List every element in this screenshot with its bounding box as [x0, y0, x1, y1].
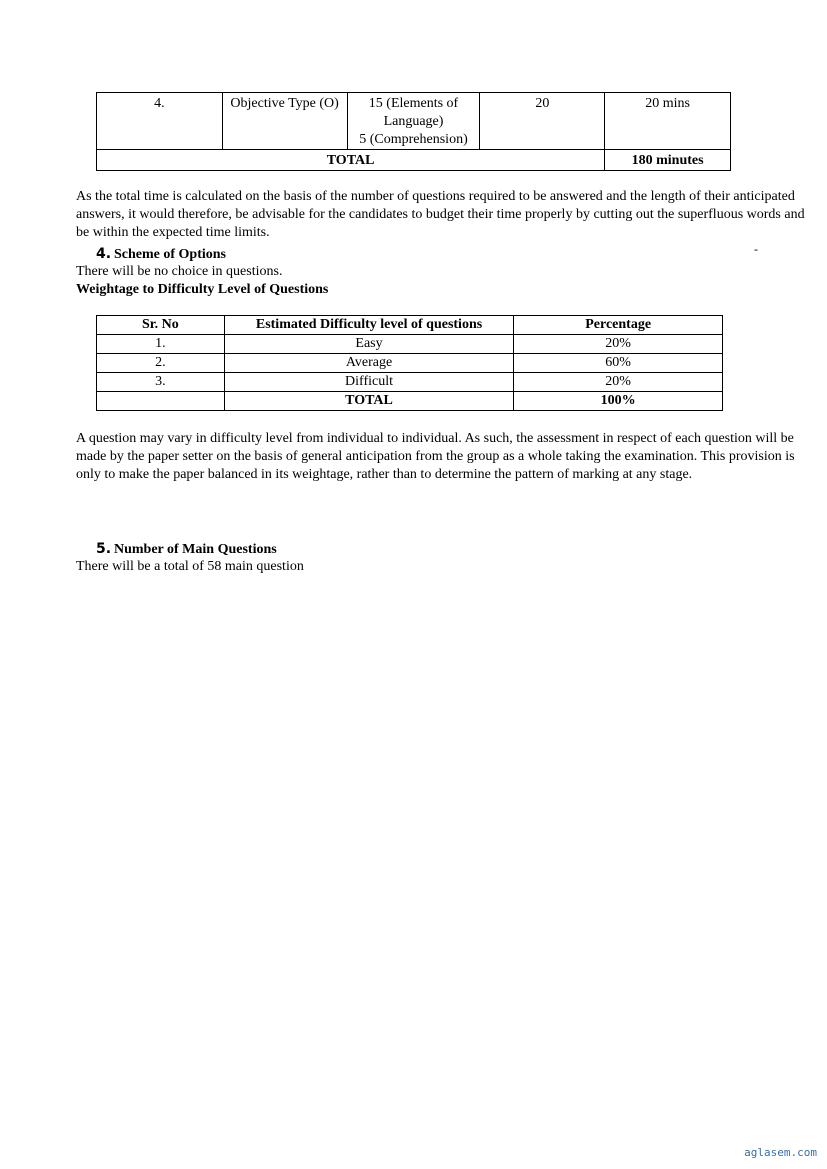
level-cell: Easy	[224, 335, 514, 354]
total-value: 180 minutes	[605, 150, 731, 171]
header-level: Estimated Difficulty level of questions	[224, 316, 514, 335]
sr-cell: 2.	[97, 354, 225, 373]
header-percentage: Percentage	[514, 316, 723, 335]
time-cell: 20 mins	[605, 93, 731, 150]
level-cell: Difficult	[224, 373, 514, 392]
type-cell: Objective Type (O)	[222, 93, 347, 150]
questions-line: 15 (Elements of	[368, 96, 459, 111]
percentage-cell: 20%	[514, 373, 723, 392]
questions-line: Language)	[383, 114, 444, 129]
questions-line: 5 (Comprehension)	[359, 132, 468, 147]
table-row	[97, 354, 723, 373]
header-sr: Sr. No	[97, 316, 225, 335]
level-cell: Average	[224, 354, 514, 373]
time-allocation-table	[96, 92, 731, 171]
questions-cell	[347, 93, 480, 150]
section-4-text: There will be no choice in questions.	[76, 264, 283, 279]
section-number: 5.	[96, 541, 112, 557]
total-label: TOTAL	[224, 392, 514, 411]
table-row	[97, 93, 731, 150]
percentage-cell: 20%	[514, 335, 723, 354]
total-row	[97, 150, 731, 171]
section-5-text: There will be a total of 58 main question	[76, 559, 304, 574]
difficulty-paragraph: A question may vary in difficulty level from individual to individual. As such, the assessment in respect of each question will be made by the paper setter on the basis of general anticipation from the group as a whole taking the examination. This provision is only to make the paper balanced in its weightage, rather than to determine the pattern of marking at any stage.	[76, 431, 795, 482]
section-number: 4.	[96, 246, 112, 262]
percentage-cell: 60%	[514, 354, 723, 373]
section-5-heading	[76, 540, 277, 559]
weightage-heading: Weightage to Difficulty Level of Questions	[76, 282, 329, 297]
count-cell: 20	[480, 93, 605, 150]
empty-cell	[97, 392, 225, 411]
sr-cell: 4.	[97, 93, 223, 150]
total-label: TOTAL	[97, 150, 605, 171]
section-4-heading	[76, 245, 226, 264]
total-percentage: 100%	[514, 392, 723, 411]
difficulty-table	[96, 315, 723, 411]
sr-cell: 1.	[97, 335, 225, 354]
table-row	[97, 335, 723, 354]
section-title: Scheme of Options	[114, 247, 226, 262]
time-paragraph: As the total time is calculated on the basis of the number of questions required to be answered and the length of their anticipated answers, it would therefore, be advisable for the candidates to budget their time properly by cutting out the superfluous words and be within the expected time limits.	[76, 189, 805, 240]
footer-link[interactable]: aglasem.com	[744, 1146, 817, 1159]
header-row	[97, 316, 723, 335]
sr-cell: 3.	[97, 373, 225, 392]
stray-mark: -	[754, 242, 758, 256]
section-title: Number of Main Questions	[114, 542, 277, 557]
table-row	[97, 373, 723, 392]
total-row	[97, 392, 723, 411]
